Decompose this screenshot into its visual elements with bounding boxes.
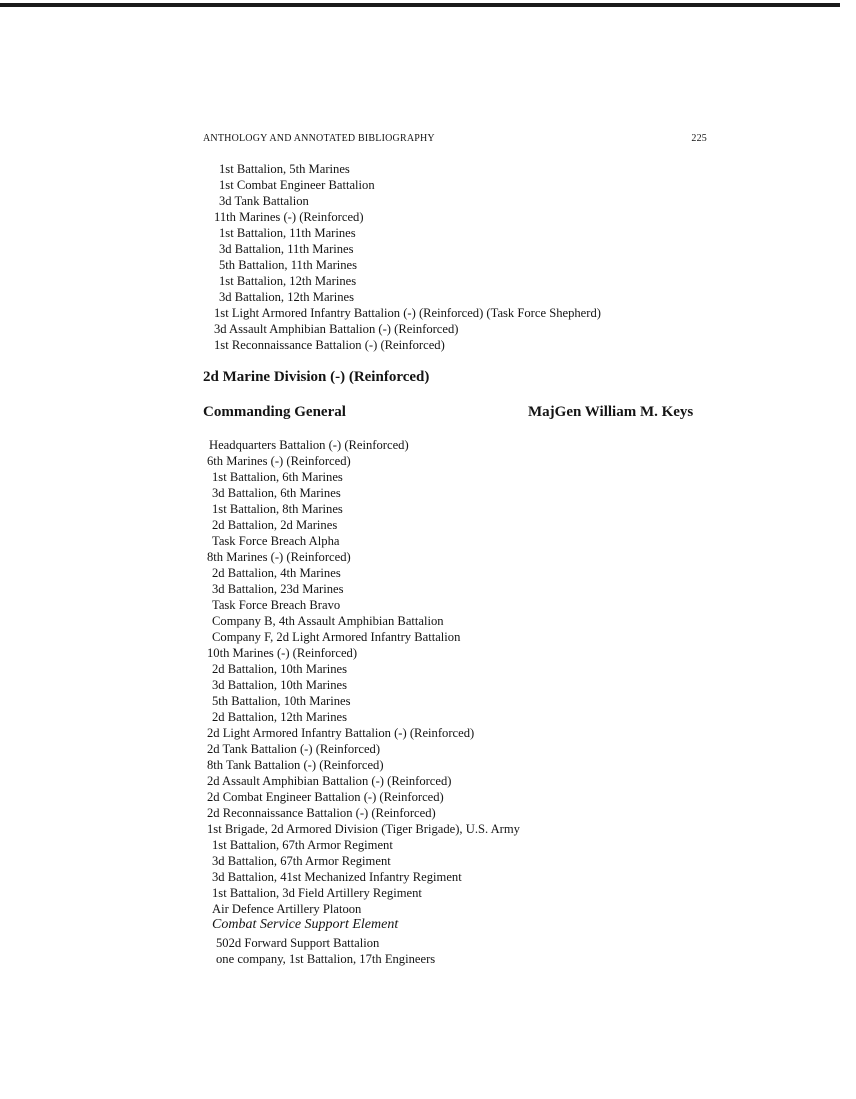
list-item: 2d Assault Amphibian Battalion (-) (Reinforced) — [207, 774, 452, 788]
list-item: 1st Light Armored Infantry Battalion (-) (Reinforced) (Task Force Shepherd) — [214, 306, 601, 320]
list-item: 1st Battalion, 12th Marines — [219, 274, 357, 288]
list-item: 2d Battalion, 4th Marines — [212, 566, 341, 580]
list-item: 6th Marines (-) (Reinforced) — [207, 454, 351, 468]
running-head-title: ANTHOLOGY AND ANNOTATED BIBLIOGRAPHY — [203, 133, 435, 144]
list-item: 1st Reconnaissance Battalion (-) (Reinforced) — [214, 338, 445, 352]
list-item: 3d Battalion, 67th Armor Regiment — [212, 854, 391, 868]
list-item: 3d Assault Amphibian Battalion (-) (Reinforced) — [214, 322, 459, 336]
list-item: Task Force Breach Bravo — [212, 598, 341, 612]
list-item: 1st Brigade, 2d Armored Division (Tiger Brigade), U.S. Army — [207, 822, 520, 836]
commander-name: MajGen William M. Keys — [528, 404, 694, 420]
list-item: 3d Tank Battalion — [219, 194, 309, 208]
list-item: Company F, 2d Light Armored Infantry Battalion — [212, 630, 461, 644]
list-item: 3d Battalion, 11th Marines — [219, 242, 354, 256]
division-heading: 2d Marine Division (-) (Reinforced) — [203, 369, 430, 385]
list-item: 3d Battalion, 6th Marines — [212, 486, 341, 500]
list-item: 10th Marines (-) (Reinforced) — [207, 646, 358, 660]
list-item: 8th Tank Battalion (-) (Reinforced) — [207, 758, 384, 772]
list-item: 8th Marines (-) (Reinforced) — [207, 550, 351, 564]
list-item: one company, 1st Battalion, 17th Engineers — [216, 952, 436, 966]
list-item: 3d Battalion, 12th Marines — [219, 290, 355, 304]
list-item: 2d Tank Battalion (-) (Reinforced) — [207, 742, 381, 756]
running-head — [203, 133, 707, 147]
list-item: 5th Battalion, 11th Marines — [219, 258, 358, 272]
list-item: 502d Forward Support Battalion — [216, 936, 380, 950]
list-item: 1st Battalion, 8th Marines — [212, 502, 343, 516]
section-label: Combat Service Support Element — [212, 917, 399, 932]
page-number: 225 — [691, 133, 707, 144]
top-rule — [0, 3, 840, 7]
list-item: 2d Combat Engineer Battalion (-) (Reinforced) — [207, 790, 444, 804]
list-item: 11th Marines (-) (Reinforced) — [214, 210, 364, 224]
list-item: 2d Reconnaissance Battalion (-) (Reinforced) — [207, 806, 436, 820]
list-item: 2d Light Armored Infantry Battalion (-) (Reinforced) — [207, 726, 475, 740]
list-item: 1st Battalion, 6th Marines — [212, 470, 343, 484]
commander-role: Commanding General — [203, 404, 346, 420]
list-item: 3d Battalion, 23d Marines — [212, 582, 344, 596]
list-item: 2d Battalion, 10th Marines — [212, 662, 348, 676]
list-item: 5th Battalion, 10th Marines — [212, 694, 351, 708]
list-item: 1st Battalion, 3d Field Artillery Regiment — [212, 886, 422, 900]
list-item: 1st Combat Engineer Battalion — [219, 178, 375, 192]
list-item: Air Defence Artillery Platoon — [212, 902, 362, 916]
list-item: Company B, 4th Assault Amphibian Battalion — [212, 614, 444, 628]
list-item: 1st Battalion, 5th Marines — [219, 162, 350, 176]
list-item: 2d Battalion, 2d Marines — [212, 518, 338, 532]
list-item: 1st Battalion, 67th Armor Regiment — [212, 838, 393, 852]
list-item: Headquarters Battalion (-) (Reinforced) — [209, 438, 409, 452]
list-item: Task Force Breach Alpha — [212, 534, 340, 548]
list-item: 1st Battalion, 11th Marines — [219, 226, 356, 240]
list-item: 3d Battalion, 41st Mechanized Infantry Regiment — [212, 870, 462, 884]
list-item: 2d Battalion, 12th Marines — [212, 710, 348, 724]
list-item: 3d Battalion, 10th Marines — [212, 678, 348, 692]
